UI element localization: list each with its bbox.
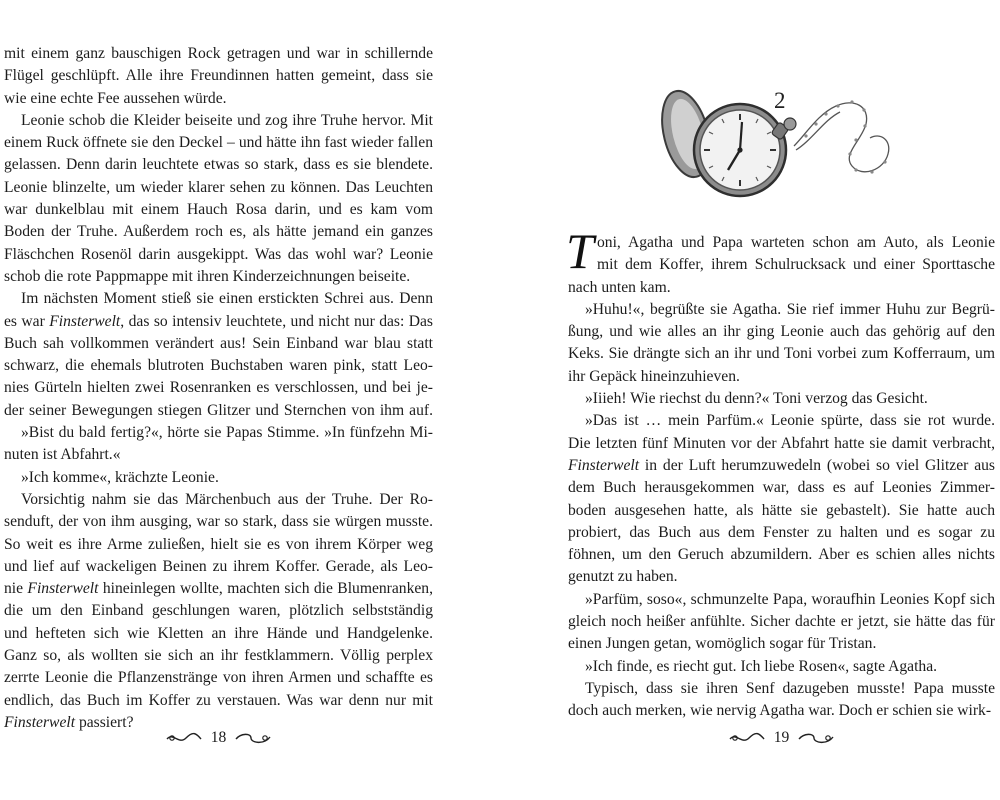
text-segment: »Iiieh! Wie riechst du denn?« Toni verzog das Gesicht. bbox=[585, 390, 928, 408]
text-segment: einem Ruck öffnete sie den Deckel – und hätte ihn fast wieder fallen bbox=[4, 134, 433, 152]
text-segment: »Das ist … mein Parfüm.« Leonie spürte, dass sie rot wurde. bbox=[585, 412, 995, 430]
right-page-footer bbox=[568, 729, 995, 747]
text-line bbox=[4, 623, 433, 645]
text-segment: föhnen, um den Geruch abzumildern. Aber es schien alles nichts bbox=[568, 546, 995, 564]
text-line bbox=[4, 65, 433, 87]
text-line bbox=[4, 333, 433, 355]
text-segment: und hefteten sich wie Kletten an ihre Hände und Handgelenke. bbox=[4, 624, 433, 642]
text-segment: schwarz, die ehemals blutroten Buchstaben waren pink, statt Leo- bbox=[4, 357, 433, 375]
text-line bbox=[568, 388, 995, 410]
text-line bbox=[568, 254, 995, 276]
text-segment: nie bbox=[4, 580, 28, 598]
text-line bbox=[568, 589, 995, 611]
text-line bbox=[4, 645, 433, 667]
text-segment: gelassen. Denn darin leuchtete etwas so stark, dass es sie blendete. bbox=[4, 156, 433, 174]
text-line bbox=[4, 600, 433, 622]
italic-title: Finsterwelt bbox=[49, 312, 121, 330]
flourish-right-icon bbox=[234, 730, 272, 746]
text-line bbox=[568, 366, 995, 388]
text-line bbox=[4, 556, 433, 578]
text-segment: zerrte Leonie die Pflanzenstränge von ihren Armen und schaffte es bbox=[4, 669, 433, 687]
text-line bbox=[4, 154, 433, 176]
text-segment: wie eine echte Fee aussehen würde. bbox=[4, 89, 227, 107]
text-segment: hineinlegen wollte, machten sich die Blumenranken, bbox=[98, 580, 433, 598]
text-line bbox=[568, 433, 995, 455]
text-line bbox=[4, 690, 433, 712]
text-line bbox=[568, 343, 995, 365]
text-segment: »Bist du bald fertig?«, hörte sie Papas Stimme. »In fünfzehn Mi- bbox=[21, 424, 433, 442]
text-line bbox=[4, 377, 433, 399]
text-line bbox=[4, 266, 433, 288]
page-number: 19 bbox=[773, 729, 790, 746]
text-segment: schob die rote Pappmappe mit ihren Kinderzeichnungen beiseite. bbox=[4, 267, 411, 285]
text-segment: dem Buch herausgekommen war, dass es auf Leonies Zimmer- bbox=[568, 479, 995, 497]
text-segment: Fläschchen Rosenöl darin ausgekippt. Was das wohl war? Leonie bbox=[4, 245, 433, 263]
text-line bbox=[568, 611, 995, 633]
text-segment: genutzt zu haben. bbox=[568, 568, 678, 586]
text-line bbox=[4, 244, 433, 266]
text-segment: gleich noch heißer anfühlte. Sicher dachte er jetzt, sie hätte das für bbox=[568, 613, 995, 631]
text-segment: und lief auf wackeligen Beinen zu ihrem Koffer. Gerade, als Leo- bbox=[4, 557, 433, 575]
text-segment: endlich, das Buch im Koffer zu verstauen. Was war denn nur mit bbox=[4, 691, 433, 709]
text-segment: senduft, der von ihm ausging, war so stark, dass sie würgen musste. bbox=[4, 513, 433, 531]
text-segment: »Huhu!«, begrüßte sie Agatha. Sie rief immer Huhu zur Begrü- bbox=[585, 300, 995, 318]
text-segment: Buch sah vollkommen verändert aus! Sein Einband war blau statt bbox=[4, 334, 433, 352]
text-line bbox=[4, 667, 433, 689]
right-page bbox=[568, 0, 995, 800]
text-line bbox=[4, 422, 433, 444]
text-segment-group bbox=[568, 234, 995, 251]
text-segment: probiert, das Buch aus dem Fenster zu halten und es sogar zu bbox=[568, 523, 995, 541]
text-segment: »Parfüm, soso«, schmunzelte Papa, woraufhin Leonies Kopf sich bbox=[585, 590, 995, 608]
text-line bbox=[568, 566, 995, 588]
text-line bbox=[4, 88, 433, 110]
text-segment: Leonie schob die Kleider beiseite und zog ihre Truhe hervor. Mit bbox=[21, 111, 433, 129]
text-line bbox=[568, 410, 995, 432]
text-segment: So weit es ihre Arme zuließen, hielt sie es von ihrem Körper weg bbox=[4, 535, 433, 553]
text-line bbox=[4, 110, 433, 132]
text-line bbox=[4, 489, 433, 511]
text-line bbox=[568, 477, 995, 499]
text-segment: der seiner Bewegungen stiegen Glitzer und Sternchen von ihm auf. bbox=[4, 401, 433, 419]
text-segment: Typisch, dass sie ihren Senf dazugeben musste! Papa musste bbox=[585, 679, 995, 697]
text-segment: nach unten kam. bbox=[568, 278, 671, 296]
text-segment: boden ausgesehen hatte, als hätte sie gebastelt). Sie hatte auch bbox=[568, 501, 995, 519]
left-page-footer bbox=[4, 729, 433, 747]
italic-title: Finsterwelt bbox=[568, 456, 640, 474]
text-segment: die um den Einband geschlungen waren, plötzlich selbstständig bbox=[4, 602, 433, 620]
text-line bbox=[568, 678, 995, 700]
text-segment: einen Jungen getan, womöglich sogar für Tristan. bbox=[568, 635, 877, 653]
text-line bbox=[4, 444, 433, 466]
text-segment: , das so intensiv leuchtete, und nicht nur das: Das bbox=[120, 312, 433, 330]
text-line bbox=[4, 311, 433, 333]
text-line bbox=[568, 700, 995, 722]
left-page bbox=[4, 0, 433, 800]
text-segment: Boden der Truhe. Außerdem roch es, als hätte jemand ein ganzes bbox=[4, 223, 433, 241]
text-line bbox=[568, 500, 995, 522]
italic-title: Finsterwelt bbox=[4, 713, 76, 731]
text-segment: doch auch merken, wie nervig Agatha war. Doch er schien sie wirk- bbox=[568, 702, 992, 720]
left-page-text bbox=[4, 43, 433, 734]
text-segment: Flügel geschlüpft. Alle ihre Freundinnen hatten gemeint, dass sie bbox=[4, 67, 433, 85]
text-segment: mit einem ganz bauschigen Rock getragen und war in schillernde bbox=[4, 45, 433, 62]
text-line bbox=[4, 132, 433, 154]
text-line bbox=[4, 199, 433, 221]
text-segment: nuten ist Abfahrt.« bbox=[4, 446, 121, 464]
text-segment: oni, Agatha und Papa warteten schon am Auto, als Leonie bbox=[597, 234, 995, 251]
text-line bbox=[568, 633, 995, 655]
text-line bbox=[568, 321, 995, 343]
text-line bbox=[568, 656, 995, 678]
text-segment: Im nächsten Moment stieß sie einen erstickten Schrei aus. Denn bbox=[21, 290, 433, 308]
text-line bbox=[4, 43, 433, 65]
text-line bbox=[568, 544, 995, 566]
flourish-left-icon bbox=[728, 730, 766, 746]
text-segment: ßung, und wie alles an ihr ging Leonie auch das gehörig auf den bbox=[568, 323, 995, 341]
flourish-right-icon bbox=[797, 730, 835, 746]
text-segment: »Ich komme«, krächzte Leonie. bbox=[21, 468, 219, 486]
text-segment: war dunkelblau mit einem Hauch Rosa darin, und es kam vom bbox=[4, 201, 433, 219]
text-line bbox=[4, 578, 433, 600]
text-segment: es war bbox=[4, 312, 50, 330]
text-segment: Keks. Sie drängte sich an ihr und Toni vorbei zum Kofferraum, um bbox=[568, 345, 995, 363]
text-segment: nies Gürteln hielten zwei Rosenranken es verschlossen, und bei je- bbox=[4, 379, 433, 397]
chapter-header bbox=[656, 84, 896, 204]
text-line bbox=[4, 288, 433, 310]
italic-title: Finsterwelt bbox=[27, 580, 99, 598]
text-line bbox=[568, 522, 995, 544]
text-line bbox=[4, 400, 433, 422]
drop-cap: T bbox=[566, 223, 594, 279]
text-line bbox=[4, 534, 433, 556]
right-page-text bbox=[566, 223, 995, 723]
text-line bbox=[4, 467, 433, 489]
text-line bbox=[568, 277, 995, 299]
text-segment: in der Luft herumzuwedeln (wobei so viel Glitzer aus bbox=[639, 456, 995, 474]
text-line bbox=[4, 355, 433, 377]
text-segment: »Ich finde, es riecht gut. Ich liebe Rosen«, sagte Agatha. bbox=[585, 657, 938, 675]
chapter-number: 2 bbox=[774, 88, 786, 113]
text-line bbox=[568, 299, 995, 321]
text-segment: passiert? bbox=[75, 713, 134, 731]
page-number: 18 bbox=[210, 729, 227, 746]
text-segment: mit dem Koffer, ihrem Schulrucksack und einer Sporttasche bbox=[597, 256, 995, 274]
text-segment: Leonie blinzelte, um wieder klarer sehen zu können. Das Leuchten bbox=[4, 178, 433, 196]
text-line bbox=[4, 221, 433, 243]
text-segment: Die letzten fünf Minuten vor der Abfahrt hatte sie damit verbracht, bbox=[568, 434, 995, 452]
text-line bbox=[4, 177, 433, 199]
text-line bbox=[4, 511, 433, 533]
text-segment: Ganz so, als wollten sie sich an ihr festklammern. Völlig perplex bbox=[4, 647, 433, 665]
text-segment: Vorsichtig nahm sie das Märchenbuch aus der Truhe. Der Ro- bbox=[21, 490, 433, 508]
text-line bbox=[568, 455, 995, 477]
flourish-left-icon bbox=[165, 730, 203, 746]
text-segment: ihr Gepäck hineinzuhieven. bbox=[568, 367, 740, 385]
